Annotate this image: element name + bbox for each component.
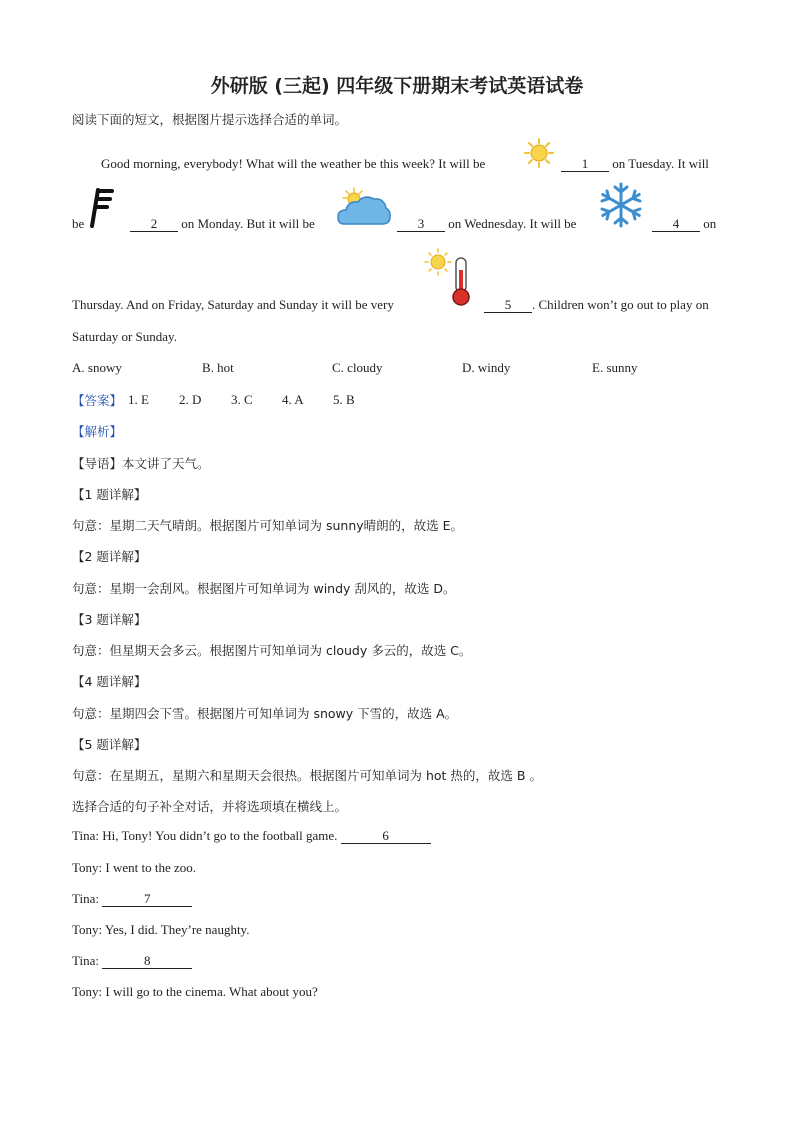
passage-line-2d [652,216,716,232]
detail-text: 句意：但星期天会多云。根据图片可知单词为 cloudy 多云的，故选 C。 [72,643,472,658]
dialog-text: Tina: [72,891,99,906]
passage-text: on [703,216,717,231]
blank-3[interactable]: 3 [397,217,445,232]
passage-text: be [72,216,85,231]
option-e: E. sunny [592,360,638,375]
wind-flag-icon [88,188,114,228]
passage-text: . Children won’t go out to play on [532,297,709,312]
detail-heading: 【4 题详解】 [72,674,147,689]
blank-7[interactable]: 7 [102,892,192,907]
blank-6[interactable]: 6 [341,829,431,844]
passage-text: Good morning, everybody! What will the weather be this week? It will be [101,156,486,171]
passage-text: Thursday. And on Friday, Saturday and Sunday it will be very [72,297,394,312]
answer-3: 3. C [231,392,253,407]
passage-line-2b [130,216,315,232]
blank-4[interactable]: 4 [652,217,700,232]
dialog-line-5 [72,953,192,969]
passage-line-2c [397,216,576,232]
detail-heading: 【2 题详解】 [72,549,147,564]
answer-tag: 【答案】 [72,393,123,408]
detail-text: 句意：星期四会下雪。根据图片可知单词为 snowy 下雪的，故选 A。 [72,706,458,721]
detail-text: 句意：在星期五，星期六和星期天会很热。根据图片可知单词为 hot 热的，故选 B 。 [72,768,542,783]
detail-heading: 【5 题详解】 [72,737,147,752]
dialog-line-4: Tony: Yes, I did. They’re naughty. [72,922,250,937]
option-d: D. windy [462,360,511,375]
instructions-reading: 阅读下面的短文，根据图片提示选择合适的单词。 [72,112,348,127]
blank-5[interactable]: 5 [484,298,532,313]
detail-heading: 【1 题详解】 [72,487,147,502]
passage-line-3b [484,297,709,313]
detail-text: 句意：星期二天气晴朗。根据图片可知单词为 sunny晴朗的，故选 E。 [72,518,464,533]
passage-line-1 [101,156,485,172]
instructions-dialog: 选择合适的句子补全对话，并将选项填在横线上。 [72,799,348,814]
answer-2: 2. D [179,392,202,407]
passage-text: on Tuesday. It will [612,156,709,171]
sun-icon [524,138,554,168]
blank-8[interactable]: 8 [102,954,192,969]
option-b: B. hot [202,360,234,375]
passage-line-1b [561,156,709,172]
guide-text: 【导语】本文讲了天气。 [72,456,210,471]
answer-5: 5. B [333,392,355,407]
passage-text: on Wednesday. It will be [448,216,577,231]
answer-1: 1. E [128,392,149,407]
dialog-line-6: Tony: I will go to the cinema. What about you? [72,984,318,999]
answer-4: 4. A [282,392,304,407]
passage-line-4: Saturday or Sunday. [72,329,177,344]
analysis-tag: 【解析】 [72,424,123,439]
dialog-text: Tina: [72,953,99,968]
dialog-line-2: Tony: I went to the zoo. [72,860,197,875]
option-c: C. cloudy [332,360,383,375]
sun-cloud-icon [336,186,392,230]
snowflake-icon [598,182,644,228]
detail-heading: 【3 题详解】 [72,612,147,627]
thermometer-sun-icon [424,248,480,306]
detail-text: 句意：星期一会刮风。根据图片可知单词为 windy 刮风的，故选 D。 [72,581,456,596]
dialog-line-3 [72,891,192,907]
dialog-line-1 [72,828,431,844]
blank-2[interactable]: 2 [130,217,178,232]
dialog-text: Tina: Hi, Tony! You didn’t go to the football game. [72,828,338,843]
passage-text: on Monday. But it will be [181,216,315,231]
page-title: 外研版 (三起) 四年级下册期末考试英语试卷 [210,75,584,97]
option-a: A. snowy [72,360,122,375]
blank-1[interactable]: 1 [561,157,609,172]
